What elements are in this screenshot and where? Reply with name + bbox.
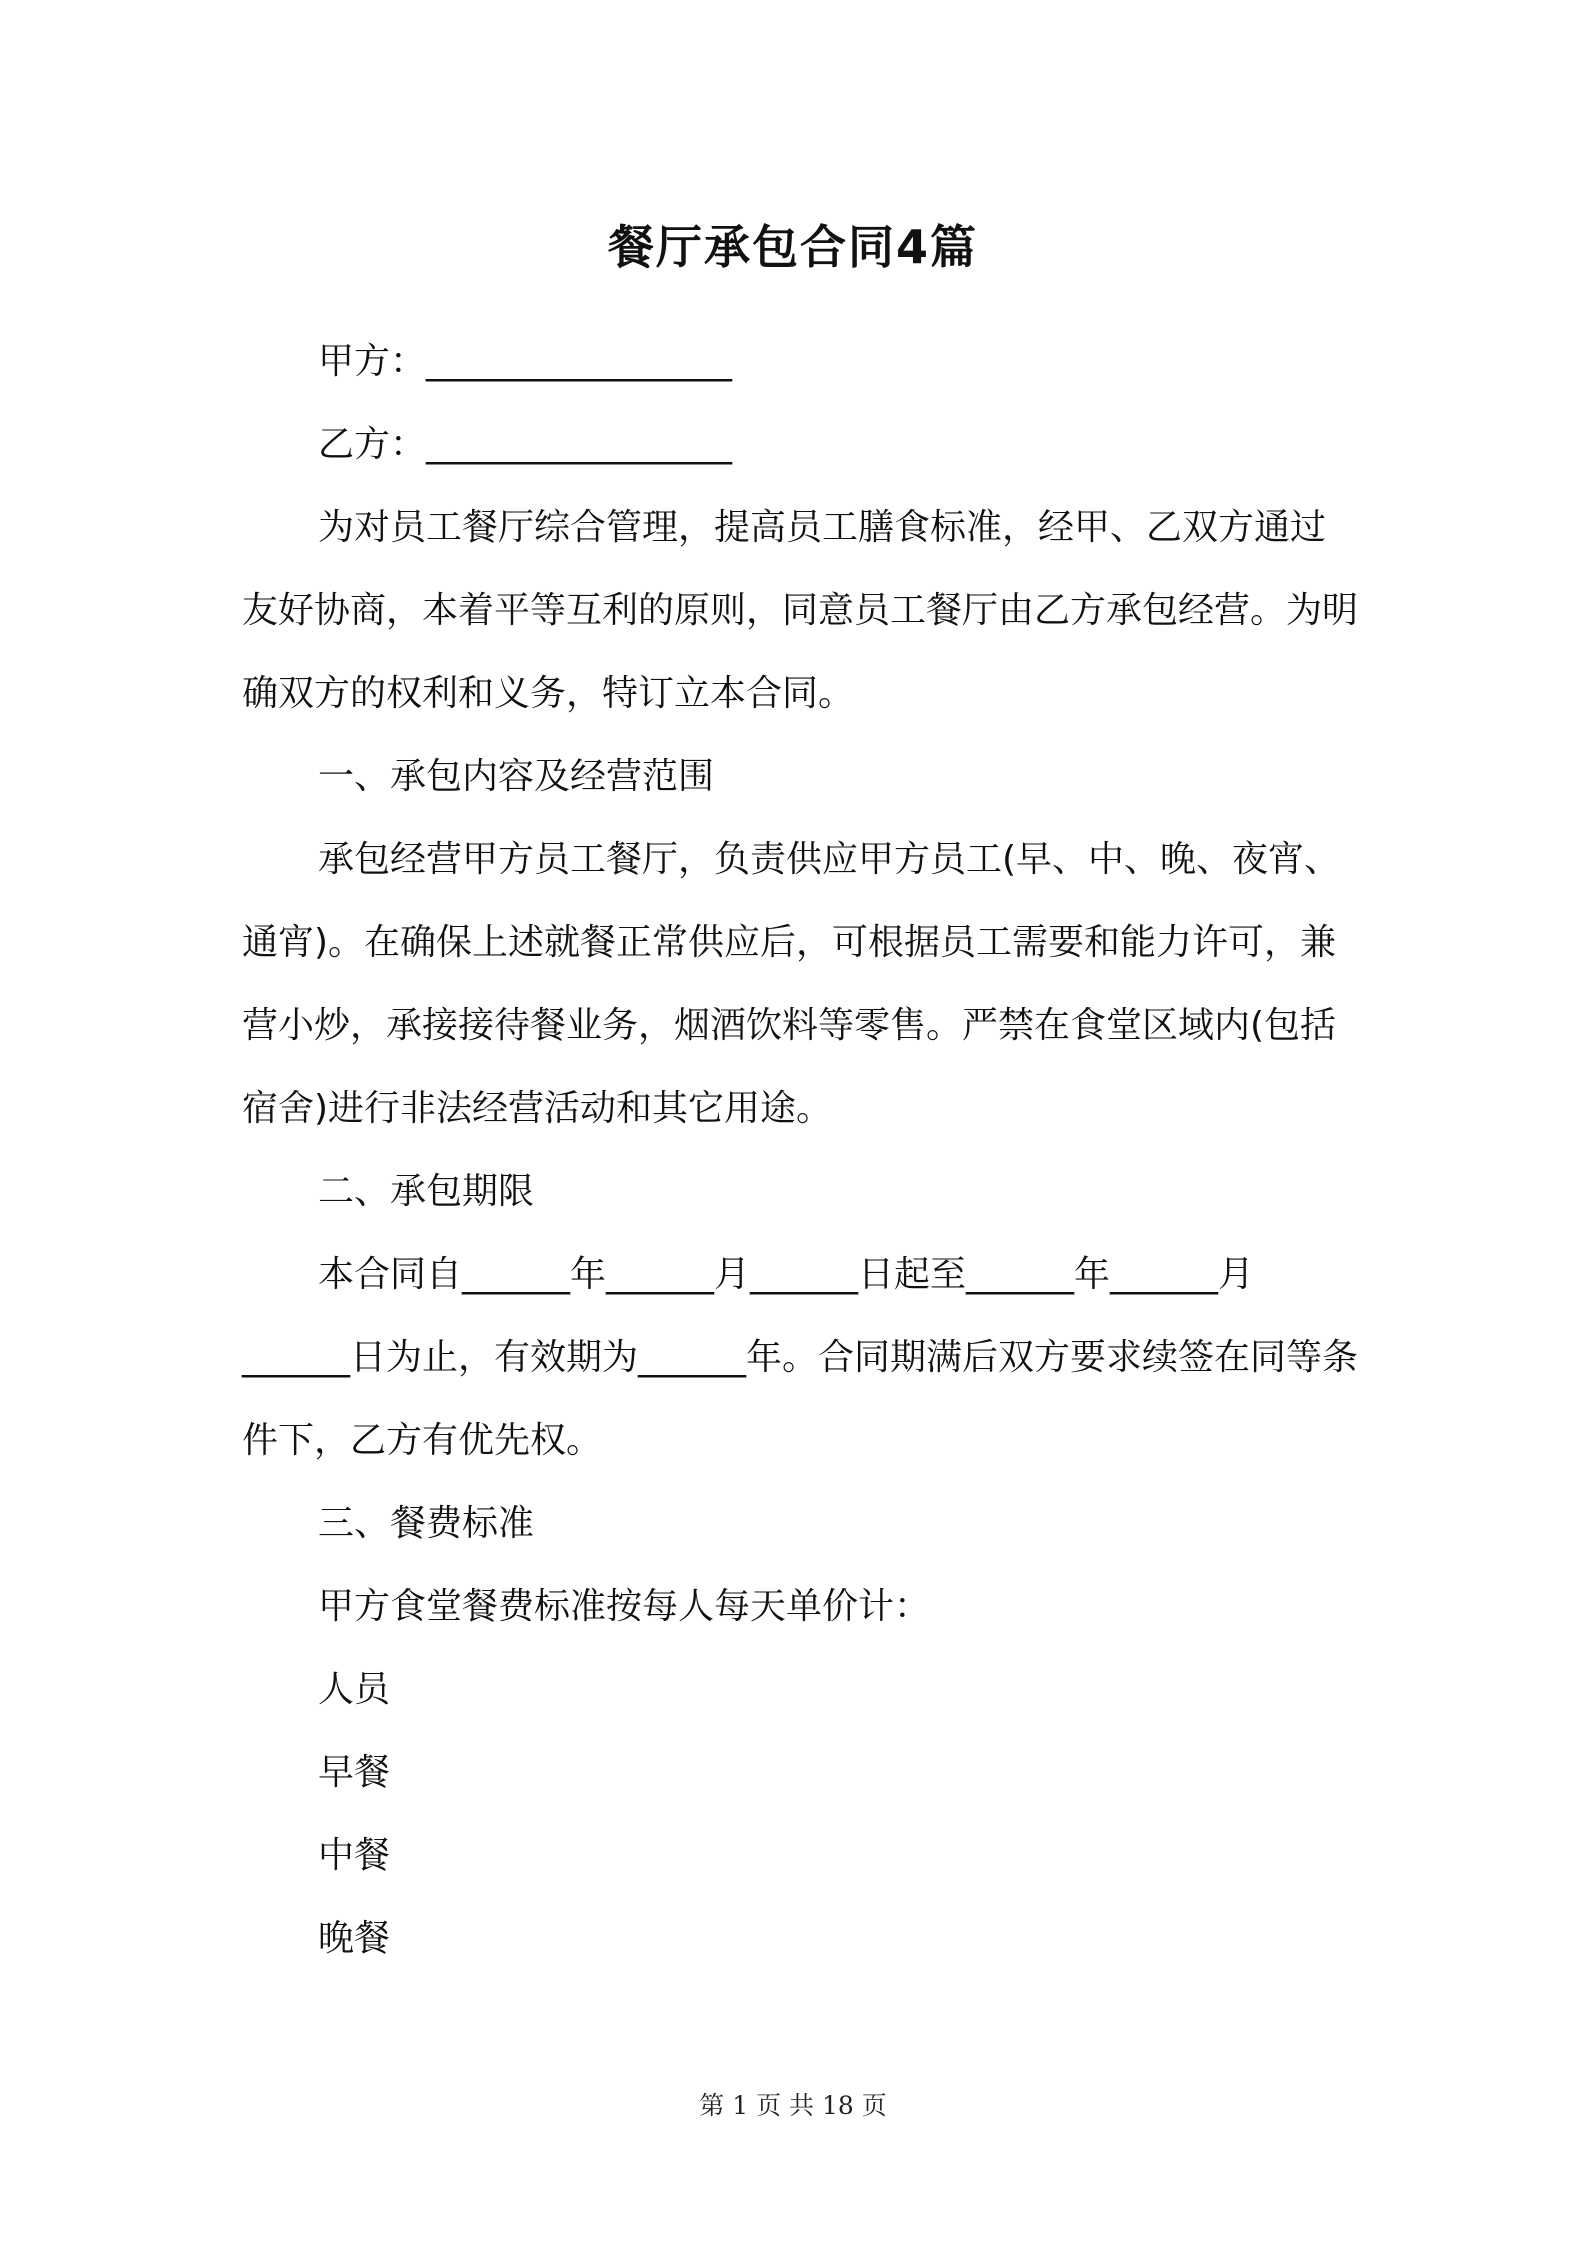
page-footer: 第 1 页 共 18 页	[699, 2091, 887, 2120]
meal-item-dinner: 晚餐	[318, 1918, 391, 1959]
section-1-paragraph: 承包经营甲方员工餐厅，负责供应甲方员工(早、中、晚、夜宵、通宵)。在确保上述就餐正常供应后，可根据员工需要和能力许可，兼营小炒，承接接待餐业务，烟酒饮料等零售。严禁在食堂区域内(包括宿舍)进行非法经营活动和其它用途。	[242, 839, 1341, 1129]
party-a-line: 甲方：_________________	[318, 341, 733, 382]
intro-paragraph: 为对员工餐厅综合管理，提高员工膳食标准，经甲、乙双方通过友好协商，本着平等互利的原则，同意员工餐厅由乙方承包经营。为明确双方的权利和义务，特订立本合同。	[242, 507, 1359, 714]
section-3-paragraph: 甲方食堂餐费标准按每人每天单价计：	[318, 1586, 931, 1627]
meal-item-personnel: 人员	[318, 1669, 391, 1710]
document-body	[242, 320, 1360, 1980]
party-b-line: 乙方：_________________	[318, 424, 733, 465]
meal-item-lunch: 中餐	[318, 1835, 391, 1876]
document-title: 餐厅承包合同4篇	[607, 220, 978, 274]
section-2-heading: 二、承包期限	[318, 1171, 535, 1212]
section-2-paragraph: 本合同自______年______月______日起至______年______月______日为止，有效期为______年。合同期满后双方要求续签在同等条件下，乙方有优先权。	[242, 1254, 1359, 1461]
meal-item-breakfast: 早餐	[318, 1752, 391, 1793]
section-1-heading: 一、承包内容及经营范围	[318, 756, 715, 797]
section-3-heading: 三、餐费标准	[318, 1503, 535, 1544]
